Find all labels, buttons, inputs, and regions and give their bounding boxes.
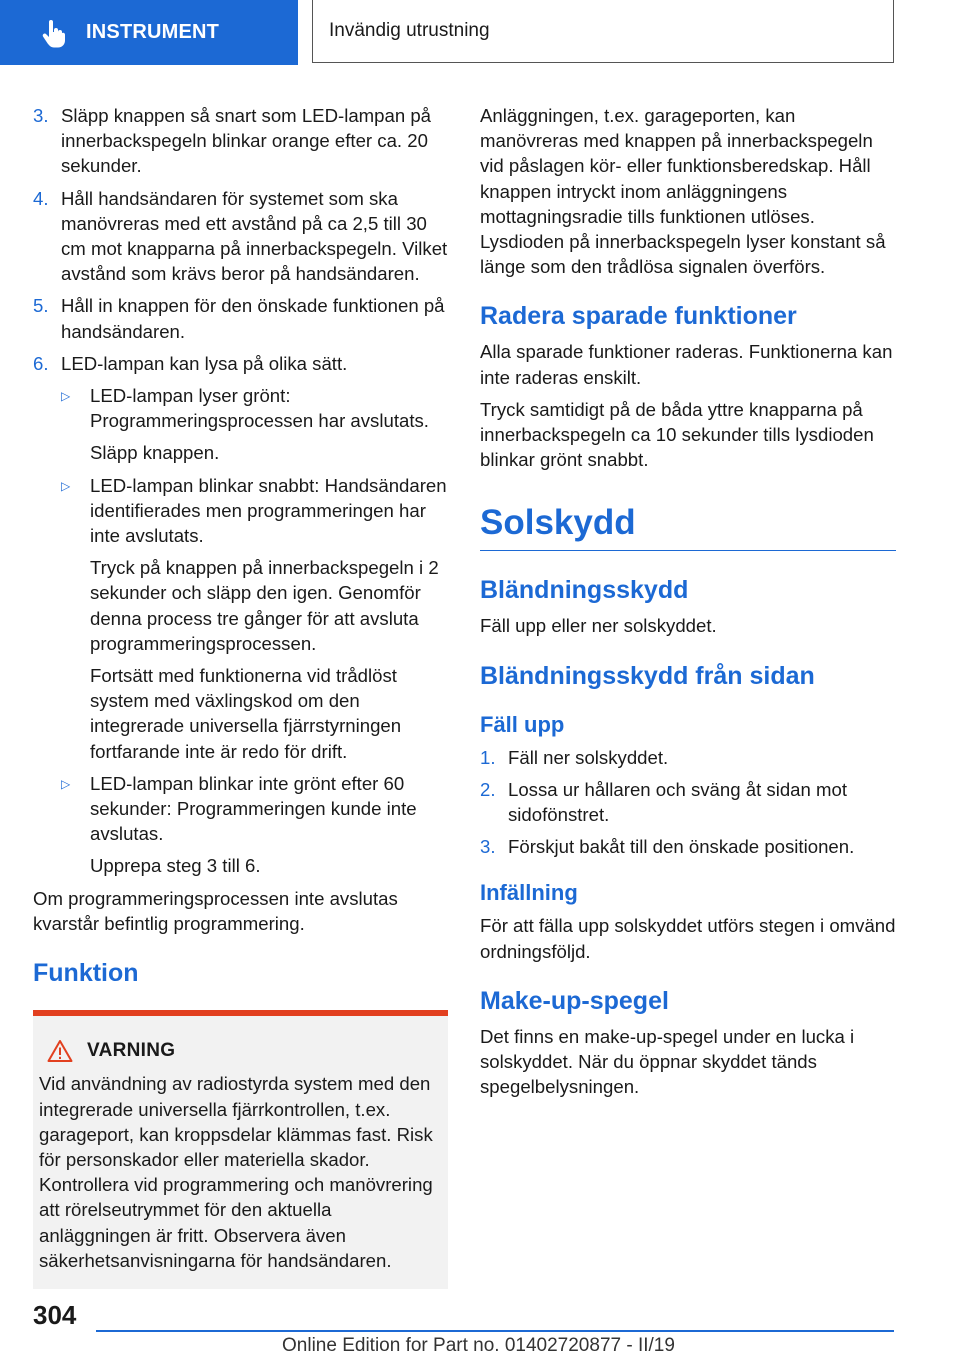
- warning-title: VARNING: [87, 1040, 176, 1062]
- step-text: Fäll ner solskyddet.: [508, 746, 669, 768]
- step-text: Förskjut bakåt till den önskade positionen.: [508, 836, 855, 858]
- sub-list-item: [61, 473, 448, 549]
- paragraph: Anläggningen, t.ex. garageporten, kan manövreras med knappen på innerbackspegeln vid påslagen kör- eller funktionsberedskap. Håll knappen intryckt inom anläggningens mottagningsradie tills funktionen utlöses. Lysdioden på innerbackspegeln lyser konstant så länge som den trådlösa signalen överförs.: [480, 105, 886, 278]
- list-item: [480, 745, 896, 770]
- step-number: 3.: [480, 836, 496, 858]
- list-item: [33, 186, 448, 287]
- warning-triangle-icon: [47, 1039, 73, 1063]
- chapter-heading-solskydd: Solskydd: [480, 502, 896, 551]
- sub-item-continuation: Tryck på knappen på innerbackspegeln i 2 sekunder och släpp den igen. Genomför denna process tre gånger för att avsluta programmeringsprocessen.: [90, 557, 439, 654]
- paragraph: Det finns en make-up-spegel under en lucka i solskyddet. När du öppnar skyddet tänds spegelbelysningen.: [480, 1025, 855, 1098]
- list-item: [33, 293, 448, 343]
- sub-item-text: LED-lampan lyser grönt: Programmeringsprocessen har avslutats.: [90, 385, 429, 432]
- sub-item-continuation: Fortsätt med funktionerna vid trådlöst system med växlingskod om den integrerade universella fjärrstyrningen fortfarande inte är redo för drift.: [90, 665, 402, 762]
- step-number: 4.: [33, 187, 49, 209]
- paragraph: Om programmeringsprocessen inte avslutas kvarstår befintlig programmering.: [33, 887, 398, 934]
- right-column: [480, 103, 896, 1106]
- warning-header: [39, 1038, 440, 1063]
- warning-text: Vid användning av radiostyrda system med den integrerade universella fjärrkontrollen, t.ex. garageport, kan kroppsdelar klämmas fast. Risk för personskador eller materiella skador. Kontrollera vid programmering och manövrering att rörelseutrymmet för den aktuella anläggningen är fritt. Observera även säkerhetsanvisningarna för handsändaren.: [39, 1073, 433, 1271]
- sub-item-continuation: Upprepa steg 3 till 6.: [90, 855, 261, 877]
- subsection-heading-fall-upp: Fäll upp: [480, 711, 565, 737]
- step-text: Släpp knappen så snart som LED-lampan på innerbackspegeln blinkar orange efter ca. 20 sekunder.: [61, 105, 432, 177]
- step-number: 2.: [480, 778, 496, 800]
- section-tab[interactable]: [0, 0, 298, 65]
- step-text: Håll in knappen för den önskade funktionen på handsändaren.: [61, 295, 445, 342]
- list-item: [33, 351, 448, 376]
- step-text: Håll handsändaren för systemet som ska manövreras med ett avstånd på ca 2,5 till 30 cm mot knapparna på innerbackspegeln. Vilket avstånd som krävs beror på handsändaren.: [61, 187, 448, 285]
- sub-item-text: LED-lampan blinkar snabbt: Handsändaren identifierades men programmeringen har inte avslutats.: [90, 474, 447, 547]
- paragraph: Tryck samtidigt på de båda yttre knapparna på innerbackspegeln ca 10 sekunder tills lysdioden blinkar grönt snabbt.: [480, 398, 874, 471]
- triangle-bullet-icon: ▷: [61, 478, 71, 493]
- hand-pointer-icon: [38, 18, 68, 48]
- step-number: 3.: [33, 105, 49, 126]
- section-heading-makeup: Make-up-spegel: [480, 986, 669, 1015]
- subsection-heading-infallning: Infällning: [480, 880, 578, 906]
- sub-list-item: [61, 383, 448, 433]
- paragraph: Fäll upp eller ner solskyddet.: [480, 615, 717, 637]
- page-number: 304: [33, 1300, 77, 1330]
- section-heading-blandningsskydd: Bländningsskydd: [480, 576, 689, 605]
- left-column: [33, 103, 448, 1289]
- edition-text: Online Edition for Part no. 01402720877 - II/19: [282, 1335, 675, 1356]
- sub-item-text: LED-lampan blinkar inte grönt efter 60 sekunder: Programmeringen kunde inte avslutas.: [90, 772, 417, 845]
- section-heading-blandningsskydd-sidan: Bländningsskydd från sidan: [480, 661, 815, 690]
- step-text: Lossa ur hållaren och sväng åt sidan mot sidofönstret.: [508, 778, 848, 826]
- step-text: LED-lampan kan lysa på olika sätt.: [61, 352, 348, 374]
- step-number: 5.: [33, 295, 49, 317]
- subsection-tab[interactable]: [312, 0, 894, 63]
- section-heading-funktion: Funktion: [33, 959, 139, 988]
- warning-box: [33, 1010, 448, 1289]
- step-number: 6.: [33, 352, 49, 374]
- triangle-bullet-icon: ▷: [61, 389, 71, 404]
- footer-divider: [96, 1330, 894, 1332]
- list-item: [480, 777, 896, 827]
- section-heading-radera: Radera sparade funktioner: [480, 302, 797, 331]
- paragraph: Alla sparade funktioner raderas. Funktionerna kan inte raderas enskilt.: [480, 341, 893, 388]
- triangle-bullet-icon: ▷: [61, 776, 71, 791]
- subsection-title: Invändig utrustning: [329, 20, 490, 41]
- list-item: [33, 103, 448, 179]
- step-number: 1.: [480, 746, 496, 768]
- section-title: INSTRUMENT: [86, 21, 220, 43]
- list-item: [480, 834, 896, 859]
- paragraph: För att fälla upp solskyddet utförs stegen i omvänd ordningsföljd.: [480, 915, 896, 962]
- sub-item-continuation: Släpp knappen.: [90, 442, 220, 464]
- sub-list-item: [61, 771, 448, 847]
